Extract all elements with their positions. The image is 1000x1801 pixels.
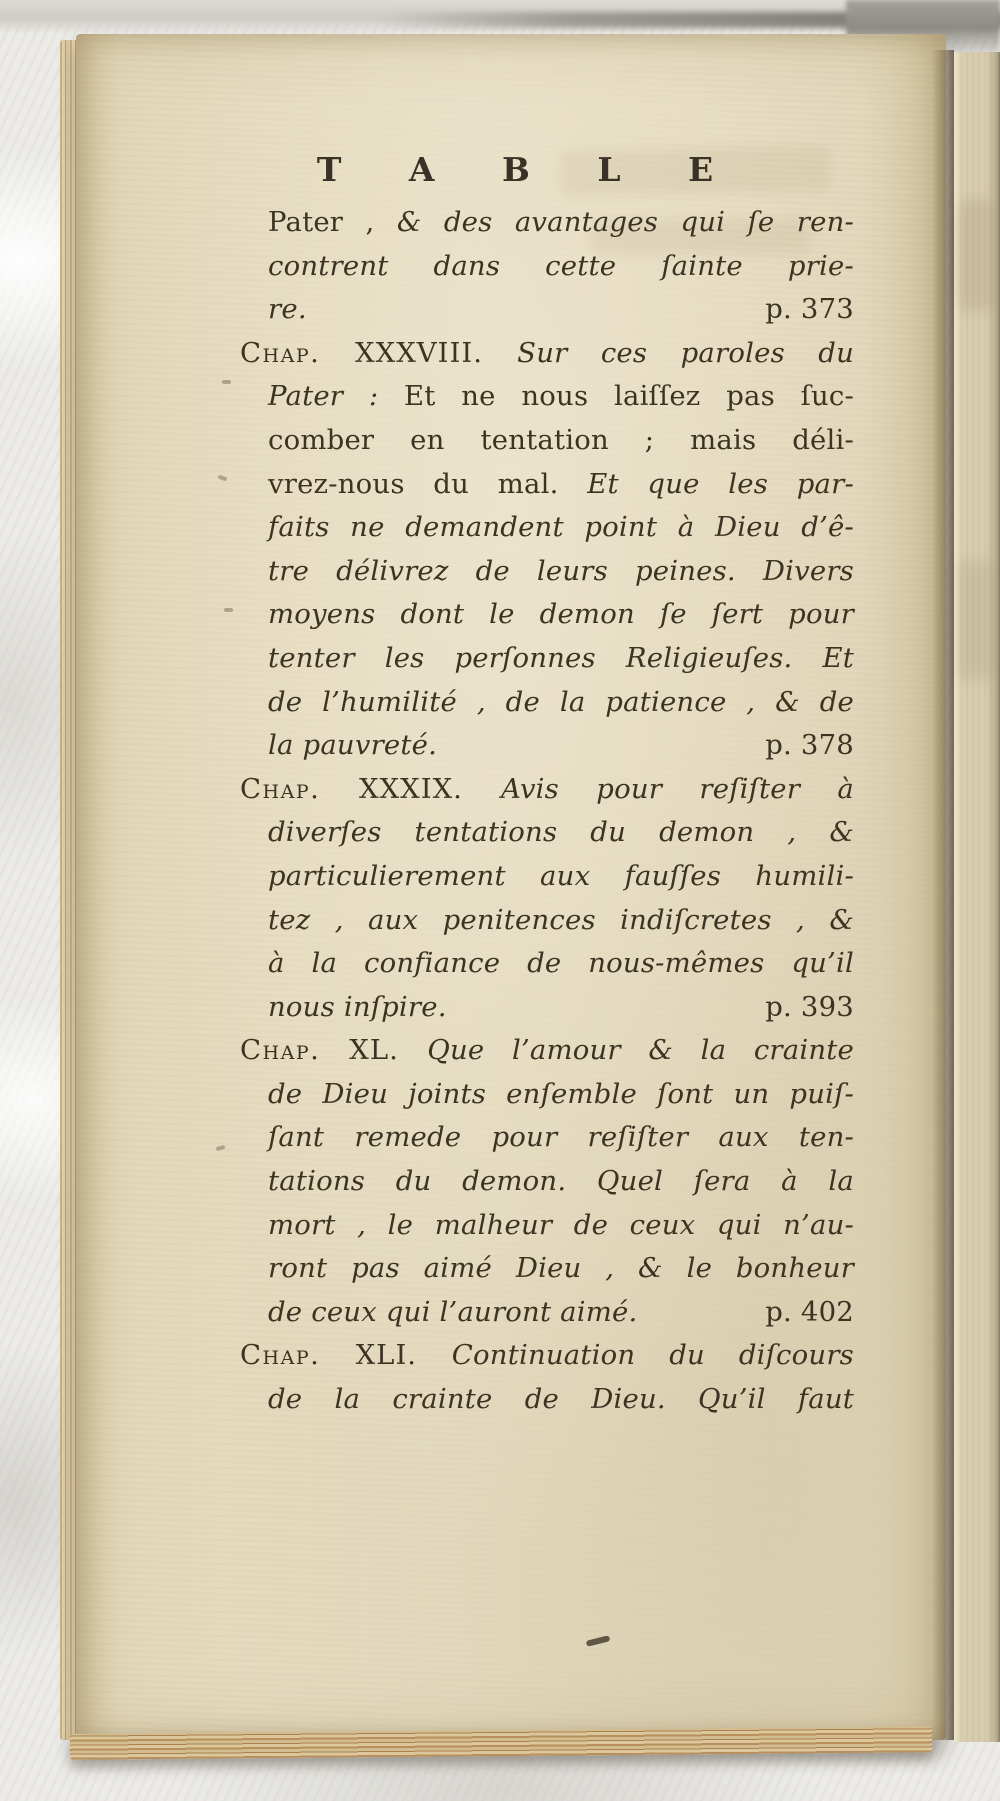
chapter-numeral: XLI. [355,1339,452,1372]
toc-line [240,855,854,899]
entry-text: contrent dans cette ſainte prie- [268,249,854,282]
toc-line [240,332,854,376]
entry-text: Pater : [268,380,405,413]
chapter-numeral: XL. [349,1034,428,1067]
print-speck [224,608,233,612]
entry-text: la pauvreté. [268,729,438,762]
toc-line [240,681,854,725]
entry-text: Et ne nous laiſſez pas ſuc- [404,380,855,413]
toc-line [240,811,854,855]
toc-line [240,899,854,943]
toc-line-with-page [240,724,854,768]
toc-line [240,1116,854,1160]
table-of-contents [240,150,854,1422]
entry-text: Continuation du diſcours [451,1339,854,1372]
entry-text: ſant remede pour reſiſter aux ten- [268,1121,854,1154]
toc-line-with-page [240,288,854,332]
toc-entry-pater-continuation [240,201,854,332]
toc-line [240,201,854,245]
print-speck [222,380,231,384]
toc-line [240,768,854,812]
entry-text: de l’humilité , de la patience , & de [268,685,854,718]
entry-text: faits ne demandent point à Dieu d’ê- [268,511,854,544]
toc-line [240,1029,854,1073]
chapter-label: Chap. [240,1339,356,1372]
chapter-label: Chap. [240,336,356,369]
gutter-crease [932,50,954,1740]
toc-entry-chap-40 [240,1029,854,1334]
entry-text: de la crainte de Dieu. Qu’il faut [268,1383,854,1416]
show-through-smudge [958,560,994,680]
show-through-smudge [958,200,994,310]
toc-line [240,245,854,289]
toc-line [240,637,854,681]
toc-entry-chap-41 [240,1334,854,1421]
toc-line [240,1247,854,1291]
toc-line [240,506,854,550]
chapter-numeral: XXXIX. [358,772,501,805]
toc-line [240,1378,854,1422]
toc-line [240,419,854,463]
page-number: p. 373 [765,293,854,326]
entry-text: tations du demon. Quel ſera à la [268,1165,854,1198]
entry-text: de Dieu joints enſemble ſont un puiſ- [268,1077,854,1110]
toc-line [240,375,854,419]
toc-line-with-page [240,986,854,1030]
entry-text: Sur ces paroles du [517,336,854,369]
toc-line [240,1334,854,1378]
entry-text: Pater , [268,206,397,238]
entry-text: vrez-nous du mal. [268,467,588,500]
entry-text: Et que les par- [587,467,854,500]
entry-text: à la confiance de nous-mêmes qu’il [268,947,854,980]
entry-tail-text [268,986,447,1030]
toc-line [240,593,854,637]
entry-text: tez , aux penitences indiſcretes , & [268,903,854,936]
page-number: p. 378 [765,729,854,762]
toc-entries [240,201,854,1422]
entry-tail-text [268,288,307,332]
toc-line [240,1204,854,1248]
toc-entry-chap-38 [240,332,854,768]
page-number: p. 402 [765,1295,854,1328]
toc-line [240,550,854,594]
entry-text: moyens dont le demon ſe ſert pour [268,598,854,631]
page-number: p. 393 [765,990,854,1023]
entry-text: comber en tentation ; mais déli- [268,423,854,456]
chapter-numeral: XXXVIII. [355,336,518,369]
entry-text: Que l’amour & la crainte [427,1034,854,1067]
entry-text: tenter les perſonnes Religieuſes. Et [268,641,854,674]
chapter-label: Chap. [240,772,359,805]
toc-line [240,1073,854,1117]
entry-text: ront pas aimé Dieu , & le bonheur [268,1252,854,1285]
entry-tail-text [268,724,437,768]
entry-text: & des avantages qui ſe ren- [396,206,854,238]
entry-tail-text [268,1291,637,1335]
entry-text: tre délivrez de leurs peines. Divers [268,554,854,587]
toc-entry-chap-39 [240,768,854,1030]
entry-text: particulierement aux fauſſes humili- [268,859,854,892]
entry-text: mort , le malheur de ceux qui n’au- [268,1208,854,1241]
toc-line-with-page [240,1291,854,1335]
entry-text: diverſes tentations du demon , & [268,816,854,849]
chapter-label: Chap. [240,1034,350,1067]
toc-line [240,942,854,986]
entry-text: re. [268,293,307,326]
entry-text: de ceux qui l’auront aimé. [268,1295,638,1328]
entry-text: nous inſpire. [268,990,447,1023]
entry-text: Avis pour reſiſter à [501,772,854,805]
page-title: T A B L E [316,150,742,189]
toc-line [240,1160,854,1204]
toc-line [240,463,854,507]
